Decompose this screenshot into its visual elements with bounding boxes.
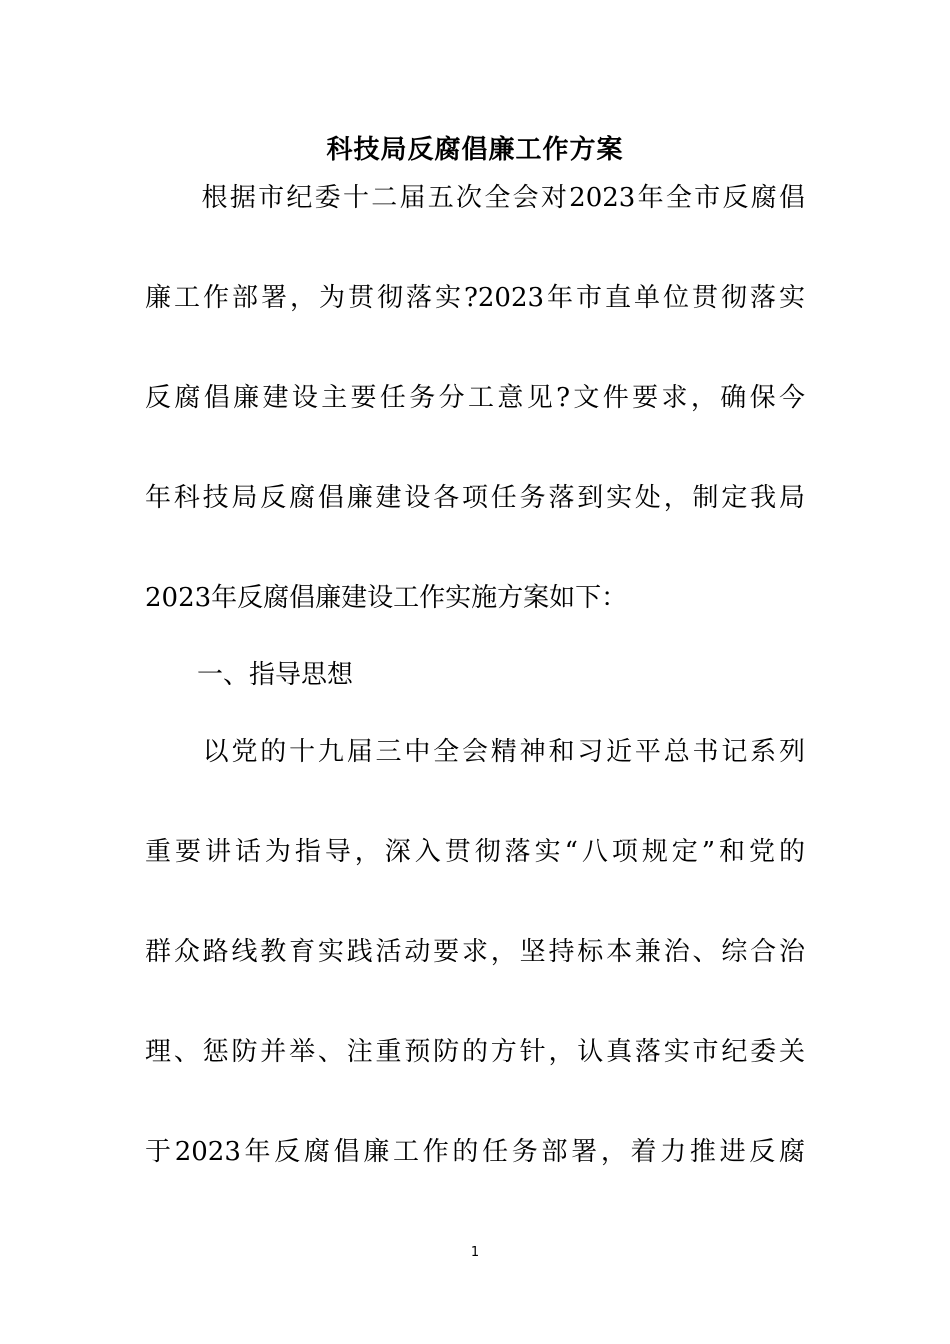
- paragraph-line: 2023年反腐倡廉建设工作实施方案如下：: [145, 583, 628, 613]
- paragraph-line: 年科技局反腐倡廉建设各项任务落到实处，制定我局: [145, 483, 805, 513]
- document-title: 科技局反腐倡廉工作方案: [326, 135, 624, 165]
- paragraph-line: 反腐倡廉建设主要任务分工意见?文件要求，确保今: [145, 383, 805, 413]
- paragraph-line: 群众路线教育实践活动要求，坚持标本兼治、综合治: [145, 937, 805, 967]
- paragraph-line: 廉工作部署，为贯彻落实?2023年市直单位贯彻落实: [145, 283, 805, 313]
- paragraph-line: 理、惩防并举、注重预防的方针，认真落实市纪委关: [145, 1037, 805, 1067]
- paragraph-line: 于2023年反腐倡廉工作的任务部署，着力推进反腐: [145, 1137, 805, 1167]
- section-heading: 一、指导思想: [145, 660, 354, 690]
- page-number: 1: [470, 1245, 480, 1260]
- paragraph-line: 根据市纪委十二届五次全会对2023年全市反腐倡: [145, 183, 805, 213]
- paragraph-line: 以党的十九届三中全会精神和习近平总书记系列: [145, 737, 805, 767]
- paragraph-line: 重要讲话为指导，深入贯彻落实“八项规定”和党的: [145, 837, 805, 867]
